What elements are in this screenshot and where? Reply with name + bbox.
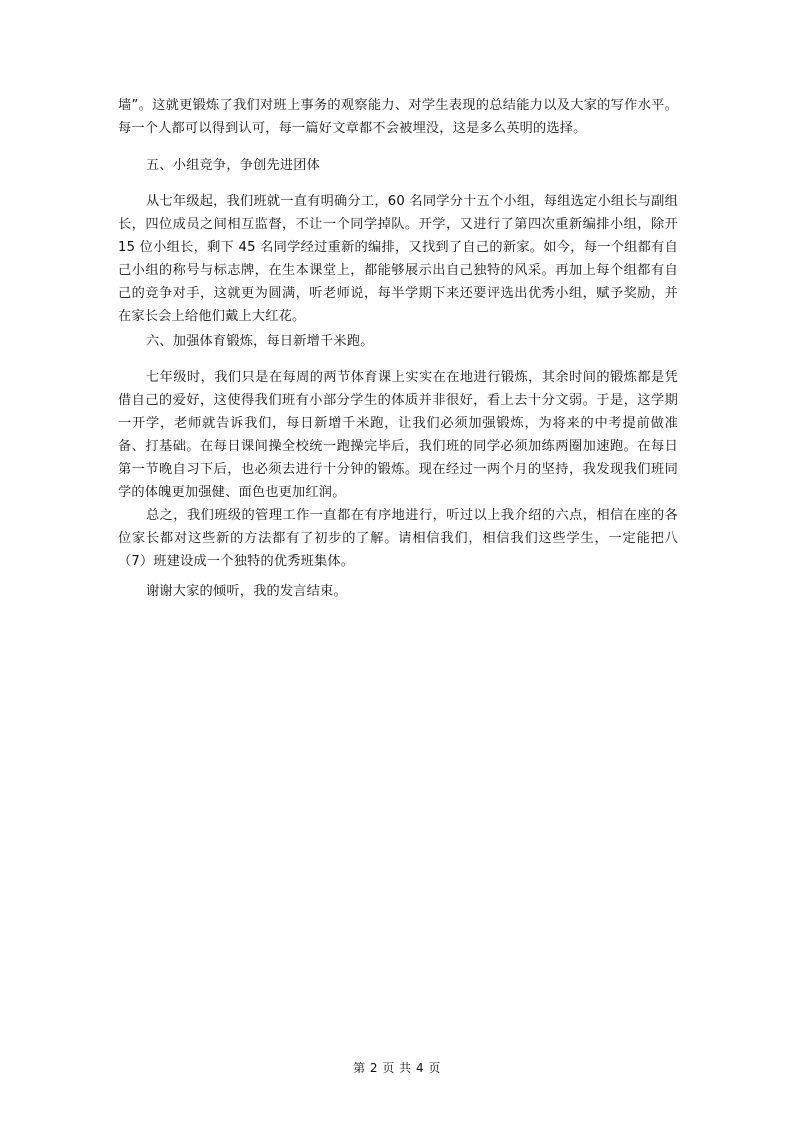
page-number-footer: 第 2 页 共 4 页 bbox=[353, 1061, 441, 1075]
paragraph-groups: 从七年级起，我们班就一直有明确分工，60 名同学分十五个小组，每组选定小组长与副组长，四位成员之间相互监督，不让一个同学掉队。开学，又进行了第四次重新编排小组，除开 15 位小组长，剩下 45 名同学经过重新的编排，又找到了自己的新家。如今，每一个组都有自己小组的称号与标志牌，在生本课堂上，都能够展示出自己独特的风采。再加上每个组都有自己的竞争对手，这就更为圆满，听老师说，每半学期下来还要评选出优秀小组，赋予奖励，并在家长会上给他们戴上大红花。 bbox=[118, 194, 678, 324]
paragraph-summary: 总之，我们班级的管理工作一直都在有序地进行，听过以上我介绍的六点，相信在座的各位家长都对这些新的方法都有了初步的了解。请相信我们，相信我们这些学生，一定能把八（7）班建设成一个独特的优秀班集体。 bbox=[118, 508, 678, 569]
paragraph-exercise: 七年级时，我们只是在每周的两节体育课上实实在在地进行锻炼，其余时间的锻炼都是凭借自己的爱好，这使得我们班有小部分学生的体质并非很好，看上去十分文弱。于是，这学期一开学，老师就告诉我们，每日新增千米跑，让我们必须加强锻炼，为将来的中考提前做准备、打基础。在每日课间操全校统一跑操完毕后，我们班的同学必须加练两圈加速跑。在每日第一节晚自习下后，也必须去进行十分钟的锻炼。现在经过一两个月的坚持，我发现我们班同学的体魄更加强健、面色也更加红润。 bbox=[118, 370, 678, 500]
paragraph-continuation: 墙”。这就更锻炼了我们对班上事务的观察能力、对学生表现的总结能力以及大家的写作水平。每一个人都可以得到认可，每一篇好文章都不会被埋没，这是多么英明的选择。 bbox=[118, 98, 678, 136]
section-heading-5: 五、小组竞争，争创先进团体 bbox=[146, 158, 321, 173]
paragraph-closing: 谢谢大家的倾听，我的发言结束。 bbox=[146, 584, 347, 599]
section-heading-6: 六、加强体育锻炼，每日新增千米跑。 bbox=[146, 334, 374, 349]
